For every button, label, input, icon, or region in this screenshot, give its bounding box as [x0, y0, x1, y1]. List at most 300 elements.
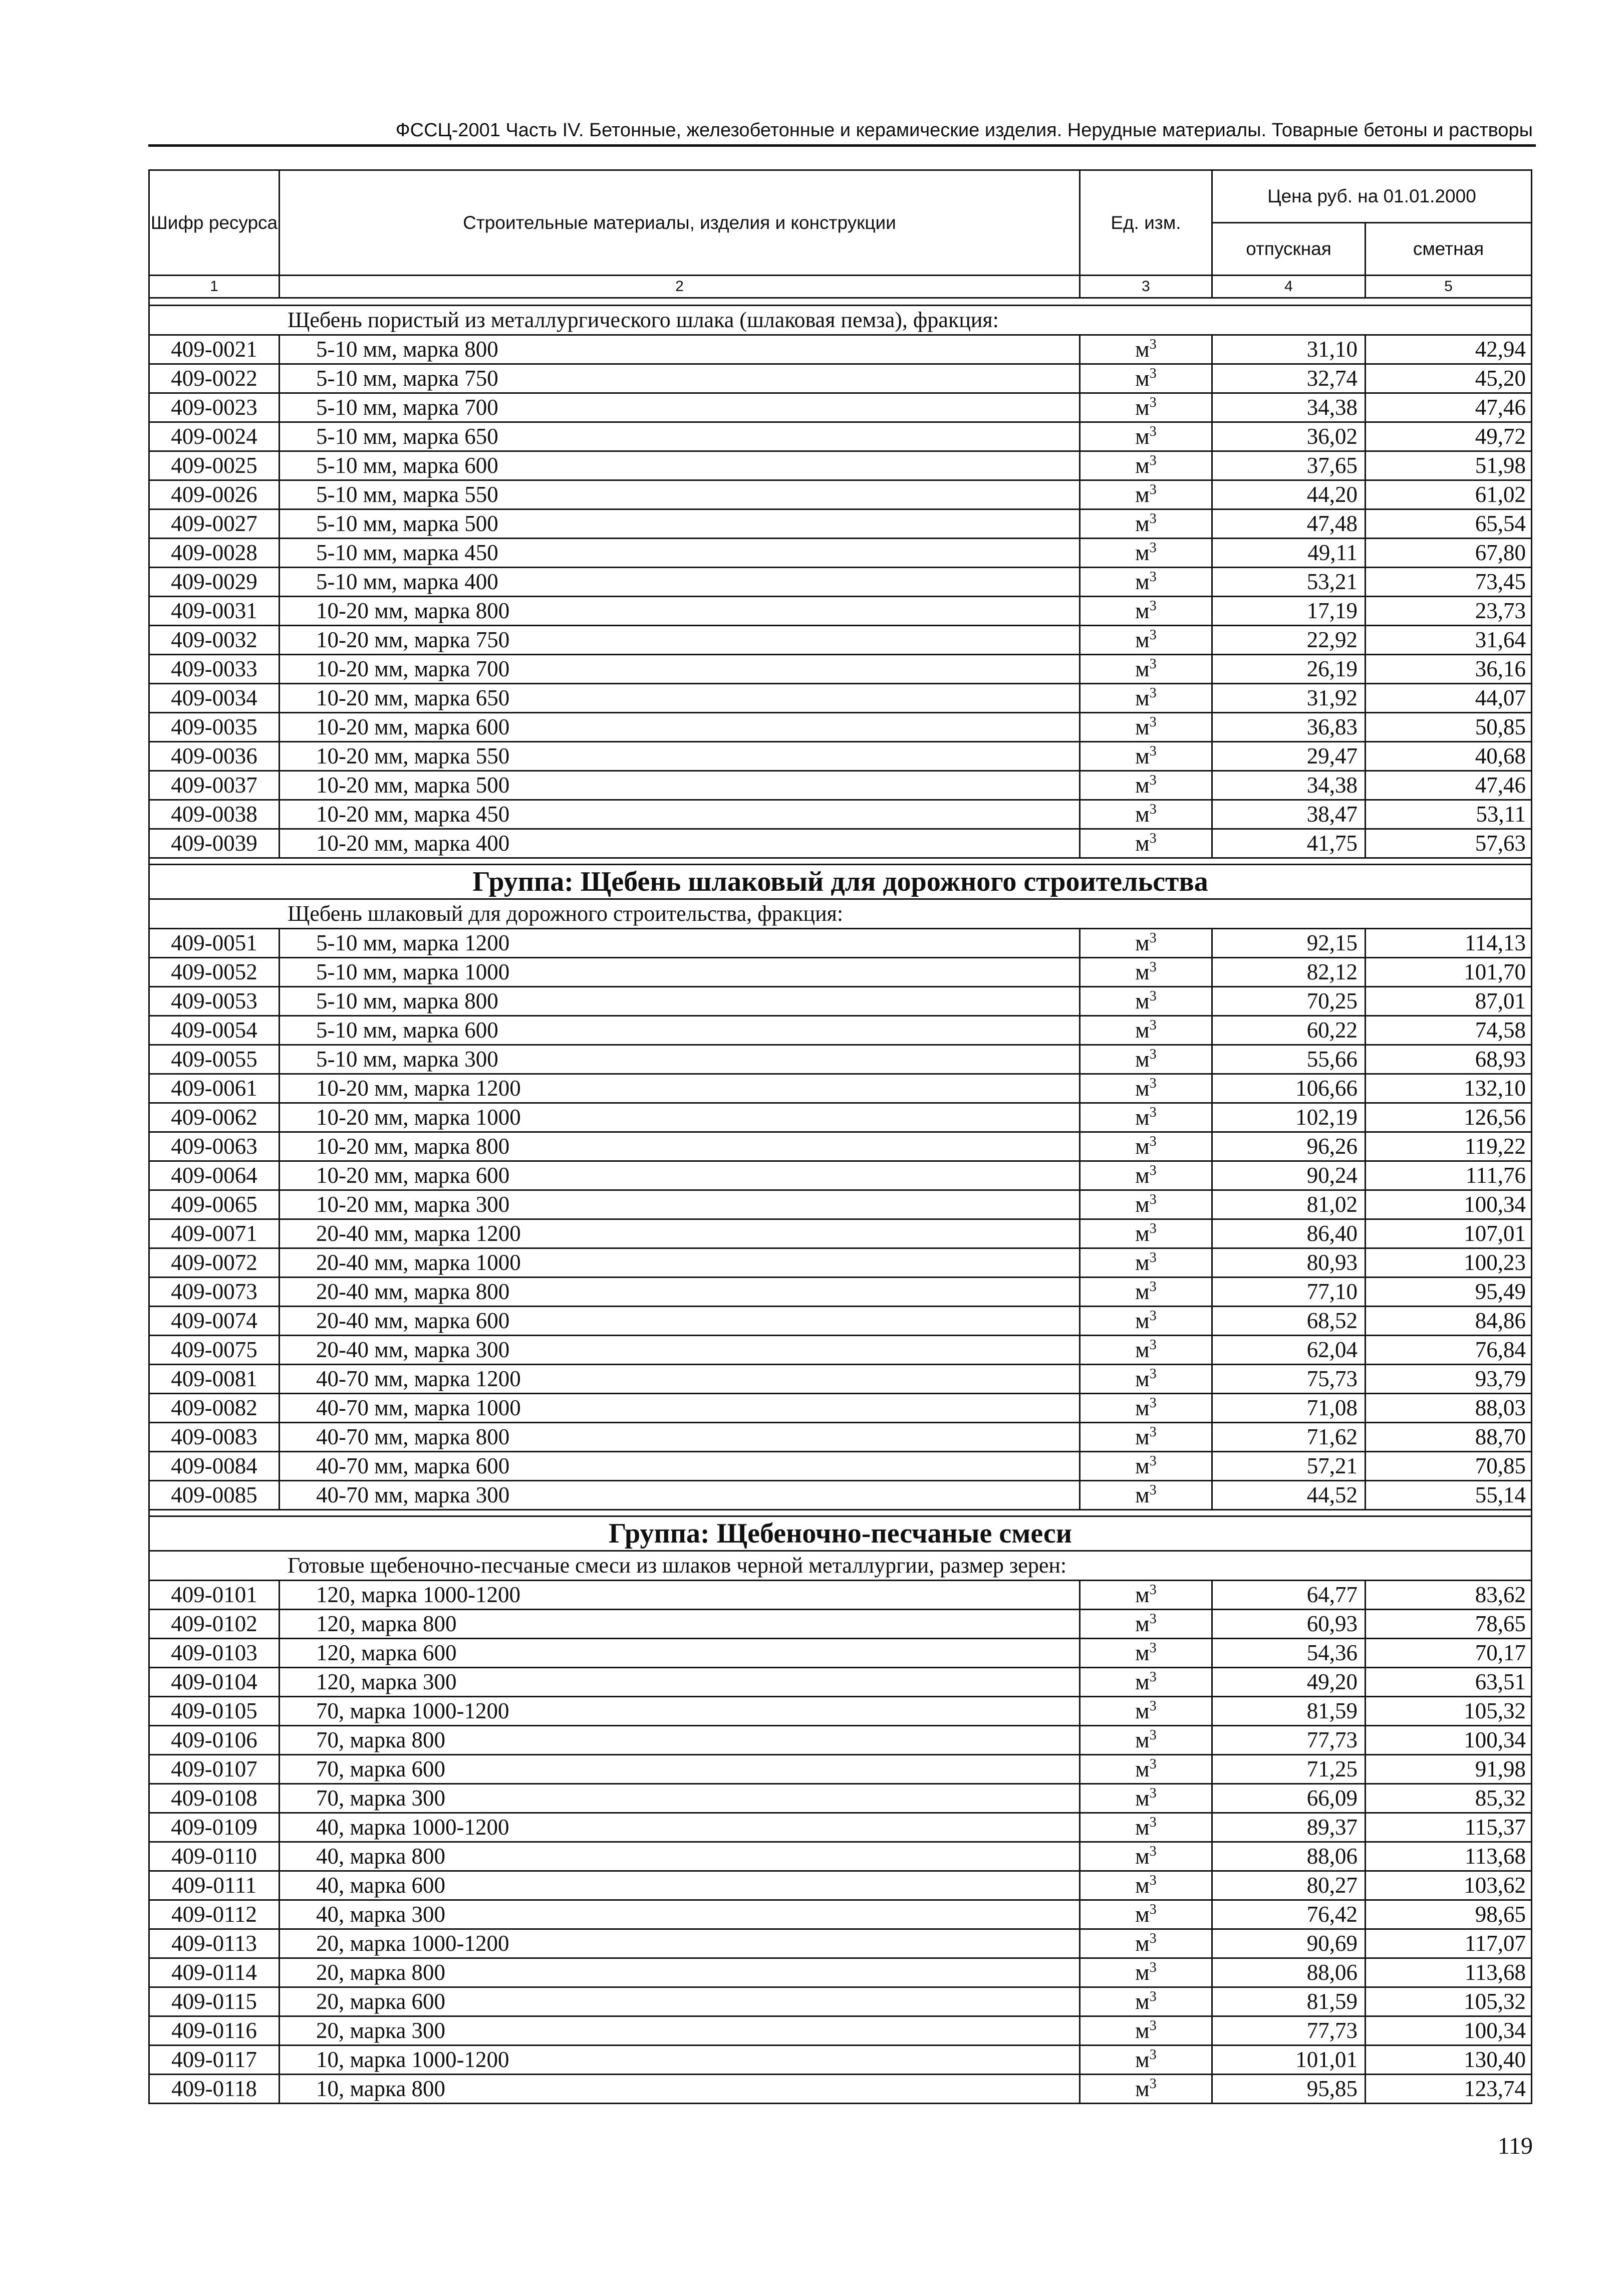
release-price: 77,10 [1306, 1279, 1358, 1304]
release-price-cell [1212, 1103, 1366, 1132]
material-name-cell [280, 1394, 1080, 1423]
resource-code-cell [149, 1423, 280, 1452]
estimate-price-cell [1366, 510, 1532, 539]
resource-code-cell [149, 1365, 280, 1394]
unit-cell [1080, 1248, 1212, 1278]
unit: м [1135, 1395, 1150, 1420]
material-name: 10-20 мм, марка 500 [316, 773, 510, 798]
release-price: 66,09 [1306, 1786, 1358, 1811]
material-name-cell [280, 1190, 1080, 1219]
estimate-price: 67,80 [1475, 540, 1526, 565]
release-price: 95,85 [1306, 2076, 1358, 2101]
unit: м [1135, 1756, 1150, 1781]
release-price: 71,62 [1306, 1424, 1358, 1449]
material-name-cell [280, 568, 1080, 597]
unit-cell [1080, 684, 1212, 713]
unit: м [1135, 1105, 1150, 1130]
unit-exponent: 3 [1149, 424, 1157, 439]
table-body [149, 298, 1532, 2104]
estimate-price: 98,65 [1475, 1902, 1526, 1927]
estimate-price: 95,49 [1475, 1279, 1526, 1304]
resource-code: 409-0027 [171, 511, 257, 536]
table-row [149, 1639, 1532, 1668]
table-row [149, 1248, 1532, 1278]
release-price-cell [1212, 987, 1366, 1016]
unit-exponent: 3 [1149, 1669, 1157, 1685]
unit-exponent: 3 [1149, 1192, 1157, 1207]
estimate-price-cell [1366, 1697, 1532, 1726]
release-price-cell [1212, 1365, 1366, 1394]
section-spacer [149, 1510, 1532, 1516]
estimate-price: 53,11 [1476, 802, 1526, 827]
unit: м [1135, 1582, 1150, 1607]
release-price-cell [1212, 713, 1366, 742]
unit-cell [1080, 335, 1212, 364]
estimate-price: 63,51 [1475, 1669, 1526, 1694]
material-name-cell [280, 480, 1080, 510]
unit: м [1135, 1134, 1150, 1159]
release-price-cell [1212, 1394, 1366, 1423]
release-price-cell [1212, 800, 1366, 829]
unit-exponent: 3 [1149, 1395, 1157, 1411]
unit-exponent: 3 [1149, 1047, 1157, 1062]
estimate-price: 70,85 [1475, 1453, 1526, 1478]
resource-code: 409-0115 [171, 1989, 257, 2014]
material-name-cell [280, 1248, 1080, 1278]
unit: м [1135, 1017, 1150, 1043]
header-rule [148, 144, 1536, 147]
estimate-price: 88,70 [1475, 1424, 1526, 1449]
resource-code: 409-0107 [171, 1756, 257, 1781]
estimate-price: 47,46 [1475, 773, 1526, 798]
resource-code-cell [149, 1278, 280, 1307]
estimate-price: 113,68 [1464, 1844, 1526, 1869]
resource-code-cell [149, 1958, 280, 1987]
release-price-cell [1212, 1219, 1366, 1248]
table-row [149, 1394, 1532, 1423]
release-price: 106,66 [1295, 1076, 1358, 1101]
estimate-price-cell [1366, 1639, 1532, 1668]
release-price: 34,38 [1306, 773, 1358, 798]
resource-code-cell [149, 1581, 280, 1610]
release-price-cell [1212, 1958, 1366, 1987]
material-name-cell [280, 2075, 1080, 2104]
unit-cell [1080, 1016, 1212, 1045]
unit: м [1135, 540, 1150, 565]
unit-cell [1080, 1423, 1212, 1452]
unit: м [1135, 1669, 1150, 1694]
unit-exponent: 3 [1149, 1076, 1157, 1091]
unit-cell [1080, 539, 1212, 568]
resource-code: 409-0081 [171, 1366, 257, 1391]
release-price-cell [1212, 742, 1366, 771]
table-row [149, 568, 1532, 597]
unit: м [1135, 1727, 1150, 1752]
unit: м [1135, 1250, 1150, 1275]
header-spacer-cell [149, 298, 1532, 306]
material-name: 10-20 мм, марка 1200 [316, 1076, 521, 1101]
release-price-cell [1212, 539, 1366, 568]
resource-code-cell [149, 713, 280, 742]
table-row [149, 1929, 1532, 1958]
unit-exponent: 3 [1149, 685, 1157, 701]
table-row [149, 451, 1532, 480]
estimate-price: 105,32 [1464, 1989, 1526, 2014]
resource-code-cell [149, 1161, 280, 1190]
page-number: 119 [1497, 2133, 1533, 2159]
resource-code-cell [149, 1987, 280, 2016]
release-price-cell [1212, 1813, 1366, 1842]
resource-code-cell [149, 597, 280, 626]
resource-code-cell [149, 1610, 280, 1639]
estimate-price: 42,94 [1475, 337, 1526, 362]
resource-code: 409-0105 [171, 1698, 257, 1723]
column-number: 1 [149, 276, 280, 298]
table-row [149, 2046, 1532, 2075]
unit: м [1135, 930, 1150, 955]
estimate-price-cell [1366, 655, 1532, 684]
table-row [149, 958, 1532, 987]
table-row [149, 1871, 1532, 1900]
unit: м [1135, 627, 1150, 652]
release-price: 54,36 [1306, 1640, 1358, 1665]
release-price-cell [1212, 568, 1366, 597]
unit-exponent: 3 [1149, 988, 1157, 1004]
material-name-cell [280, 1842, 1080, 1871]
resource-code: 409-0103 [171, 1640, 257, 1665]
estimate-price: 74,58 [1475, 1017, 1526, 1043]
group-heading: Группа: Щебень шлаковый для дорожного строительства [149, 865, 1532, 899]
estimate-price-cell [1366, 597, 1532, 626]
unit: м [1135, 1279, 1150, 1304]
resource-code: 409-0053 [171, 988, 257, 1013]
table-row [149, 1726, 1532, 1755]
table-row [149, 655, 1532, 684]
resource-code: 409-0031 [171, 598, 257, 623]
unit: м [1135, 1815, 1150, 1840]
estimate-price-cell [1366, 684, 1532, 713]
unit: м [1135, 1640, 1150, 1665]
release-price: 17,19 [1306, 598, 1358, 623]
unit-cell [1080, 1639, 1212, 1668]
release-price-cell [1212, 1248, 1366, 1278]
material-name: 40, марка 1000-1200 [316, 1815, 509, 1840]
unit-exponent: 3 [1149, 714, 1157, 730]
material-name-cell [280, 1929, 1080, 1958]
material-name-cell [280, 393, 1080, 422]
resource-code: 409-0111 [171, 1873, 257, 1898]
estimate-price: 111,76 [1465, 1163, 1526, 1188]
resource-code-cell [149, 2046, 280, 2075]
material-name: 5-10 мм, марка 400 [316, 569, 498, 594]
unit: м [1135, 1337, 1150, 1362]
estimate-price: 88,03 [1475, 1395, 1526, 1420]
release-price-cell [1212, 1987, 1366, 2016]
unit: м [1135, 1453, 1150, 1478]
resource-code: 409-0108 [171, 1786, 257, 1811]
unit: м [1135, 1931, 1150, 1956]
estimate-price-cell [1366, 1481, 1532, 1510]
resource-code: 409-0116 [171, 2018, 257, 2043]
release-price: 71,25 [1306, 1756, 1358, 1781]
column-header-price-group: Цена руб. на 01.01.2000 [1212, 170, 1532, 223]
table-row [149, 510, 1532, 539]
estimate-price: 51,98 [1475, 453, 1526, 478]
resource-code: 409-0026 [171, 482, 257, 507]
estimate-price-cell [1366, 1784, 1532, 1813]
estimate-price-cell [1366, 742, 1532, 771]
table-row [149, 829, 1532, 858]
estimate-price: 100,23 [1464, 1250, 1526, 1275]
resource-code: 409-0062 [171, 1105, 257, 1130]
material-name-cell [280, 451, 1080, 480]
running-header: ФССЦ-2001 Часть IV. Бетонные, железобетонные и керамические изделия. Нерудные материалы. Товарные бетоны и растворы [395, 120, 1533, 141]
estimate-price-cell [1366, 568, 1532, 597]
resource-code: 409-0036 [171, 743, 257, 769]
group-heading-row [149, 865, 1532, 899]
material-name-cell [280, 1581, 1080, 1610]
unit-cell [1080, 1668, 1212, 1697]
material-name: 20-40 мм, марка 600 [316, 1308, 510, 1333]
estimate-price-cell [1366, 1278, 1532, 1307]
resource-code-cell [149, 684, 280, 713]
unit-cell [1080, 1219, 1212, 1248]
estimate-price: 50,85 [1475, 714, 1526, 739]
material-name: 40-70 мм, марка 1200 [316, 1366, 521, 1391]
table-row [149, 1336, 1532, 1365]
resource-code-cell [149, 1929, 280, 1958]
table-row [149, 987, 1532, 1016]
price-table [148, 169, 1532, 2104]
group-heading: Группа: Щебеночно-песчаные смеси [149, 1516, 1532, 1551]
unit-exponent: 3 [1149, 1582, 1157, 1598]
unit-cell [1080, 480, 1212, 510]
release-price-cell [1212, 1755, 1366, 1784]
estimate-price-cell [1366, 1452, 1532, 1481]
resource-code-cell [149, 2075, 280, 2104]
release-price: 60,93 [1306, 1611, 1358, 1636]
unit-exponent: 3 [1149, 1640, 1157, 1656]
estimate-price: 87,01 [1475, 988, 1526, 1013]
unit-exponent: 3 [1149, 773, 1157, 788]
material-name-cell [280, 1423, 1080, 1452]
group-heading-row [149, 1516, 1532, 1551]
unit-exponent: 3 [1149, 1611, 1157, 1627]
release-price-cell [1212, 1190, 1366, 1219]
resource-code: 409-0037 [171, 773, 257, 798]
table-row [149, 1697, 1532, 1726]
unit-cell [1080, 510, 1212, 539]
table-row [149, 539, 1532, 568]
estimate-price: 36,16 [1475, 656, 1526, 681]
table-row [149, 742, 1532, 771]
unit: м [1135, 424, 1150, 449]
unit-exponent: 3 [1149, 366, 1157, 381]
material-name-cell [280, 1871, 1080, 1900]
release-price: 53,21 [1306, 569, 1358, 594]
unit-cell [1080, 568, 1212, 597]
header-spacer [149, 298, 1532, 306]
release-price-cell [1212, 1929, 1366, 1958]
release-price: 31,92 [1306, 685, 1358, 710]
estimate-price: 100,34 [1464, 2018, 1526, 2043]
unit-exponent: 3 [1149, 831, 1157, 846]
unit-cell [1080, 1190, 1212, 1219]
unit-cell [1080, 929, 1212, 958]
estimate-price-cell [1366, 2075, 1532, 2104]
material-name-cell [280, 1219, 1080, 1248]
unit-exponent: 3 [1149, 1931, 1157, 1946]
material-name-cell [280, 335, 1080, 364]
table-row [149, 1016, 1532, 1045]
unit-exponent: 3 [1149, 1453, 1157, 1469]
material-name: 5-10 мм, марка 500 [316, 511, 498, 536]
resource-code-cell [149, 1755, 280, 1784]
release-price: 86,40 [1306, 1221, 1358, 1246]
table-row [149, 335, 1532, 364]
release-price-cell [1212, 1610, 1366, 1639]
unit-cell [1080, 626, 1212, 655]
table-row [149, 1842, 1532, 1871]
resource-code-cell [149, 626, 280, 655]
unit: м [1135, 1482, 1150, 1507]
unit-exponent: 3 [1149, 959, 1157, 975]
material-name-cell [280, 958, 1080, 987]
estimate-price-cell [1366, 480, 1532, 510]
resource-code: 409-0051 [171, 930, 257, 955]
material-name: 40-70 мм, марка 800 [316, 1424, 510, 1449]
resource-code: 409-0023 [171, 395, 257, 420]
resource-code: 409-0021 [171, 337, 257, 362]
resource-code: 409-0074 [171, 1308, 257, 1333]
material-name: 5-10 мм, марка 1200 [316, 930, 510, 955]
material-name: 10-20 мм, марка 650 [316, 685, 510, 710]
material-name: 10-20 мм, марка 300 [316, 1192, 510, 1217]
material-name: 20-40 мм, марка 1200 [316, 1221, 521, 1246]
material-name-cell [280, 771, 1080, 800]
unit-exponent: 3 [1149, 511, 1157, 527]
material-name: 5-10 мм, марка 800 [316, 337, 498, 362]
material-name-cell [280, 1481, 1080, 1510]
release-price: 89,37 [1306, 1815, 1358, 1840]
resource-code-cell [149, 1219, 280, 1248]
release-price: 71,08 [1306, 1395, 1358, 1420]
unit: м [1135, 988, 1150, 1013]
resource-code: 409-0085 [171, 1482, 257, 1507]
estimate-price: 91,98 [1475, 1756, 1526, 1781]
material-name: 20-40 мм, марка 800 [316, 1279, 510, 1304]
resource-code-cell [149, 539, 280, 568]
material-name-cell [280, 684, 1080, 713]
material-name-cell [280, 1365, 1080, 1394]
resource-code: 409-0029 [171, 569, 257, 594]
estimate-price-cell [1366, 1842, 1532, 1871]
estimate-price-cell [1366, 422, 1532, 451]
unit-exponent: 3 [1149, 2076, 1157, 2092]
release-price: 68,52 [1306, 1308, 1358, 1333]
material-name: 40-70 мм, марка 600 [316, 1453, 510, 1478]
material-name: 10-20 мм, марка 400 [316, 831, 510, 856]
release-price-cell [1212, 958, 1366, 987]
material-name: 120, марка 600 [316, 1640, 457, 1665]
release-price: 44,52 [1306, 1482, 1358, 1507]
unit-cell [1080, 364, 1212, 393]
release-price-cell [1212, 1016, 1366, 1045]
unit-exponent: 3 [1149, 1786, 1157, 1801]
estimate-price: 107,01 [1464, 1221, 1526, 1246]
column-number: 3 [1080, 276, 1212, 298]
material-name: 10-20 мм, марка 800 [316, 1134, 510, 1159]
unit: м [1135, 1047, 1150, 1072]
unit-exponent: 3 [1149, 1134, 1157, 1149]
unit: м [1135, 1192, 1150, 1217]
resource-code: 409-0064 [171, 1163, 257, 1188]
unit-exponent: 3 [1149, 1366, 1157, 1382]
table-row [149, 1307, 1532, 1336]
release-price: 75,73 [1306, 1366, 1358, 1391]
section-spacer [149, 858, 1532, 865]
table-row [149, 1074, 1532, 1103]
material-name: 20-40 мм, марка 300 [316, 1337, 510, 1362]
release-price: 81,59 [1306, 1989, 1358, 2014]
release-price: 102,19 [1295, 1105, 1358, 1130]
material-name: 5-10 мм, марка 450 [316, 540, 498, 565]
estimate-price-cell [1366, 1581, 1532, 1610]
release-price-cell [1212, 1697, 1366, 1726]
release-price: 62,04 [1306, 1337, 1358, 1362]
material-name: 5-10 мм, марка 1000 [316, 959, 510, 984]
unit-cell [1080, 1726, 1212, 1755]
column-header-code: Шифр ресурса [149, 170, 280, 276]
material-name-cell [280, 1045, 1080, 1074]
estimate-price: 93,79 [1475, 1366, 1526, 1391]
estimate-price: 101,70 [1464, 959, 1526, 984]
unit: м [1135, 1873, 1150, 1898]
release-price-cell [1212, 1452, 1366, 1481]
unit-cell [1080, 1900, 1212, 1929]
unit-exponent: 3 [1149, 1482, 1157, 1498]
resource-code-cell [149, 1639, 280, 1668]
resource-code-cell [149, 335, 280, 364]
unit-cell [1080, 1871, 1212, 1900]
resource-code: 409-0112 [171, 1902, 257, 1927]
material-name: 20-40 мм, марка 1000 [316, 1250, 521, 1275]
unit-exponent: 3 [1149, 1960, 1157, 1975]
estimate-price: 117,07 [1464, 1931, 1526, 1956]
release-price-cell [1212, 364, 1366, 393]
release-price: 32,74 [1306, 366, 1358, 391]
release-price: 47,48 [1306, 511, 1358, 536]
unit-cell [1080, 1365, 1212, 1394]
resource-code: 409-0065 [171, 1192, 257, 1217]
release-price-cell [1212, 2016, 1366, 2046]
unit-cell [1080, 1581, 1212, 1610]
material-name-cell [280, 1987, 1080, 2016]
table-row [149, 480, 1532, 510]
resource-code: 409-0063 [171, 1134, 257, 1159]
release-price: 90,24 [1306, 1163, 1358, 1188]
material-name: 40-70 мм, марка 300 [316, 1482, 510, 1507]
estimate-price-cell [1366, 1336, 1532, 1365]
estimate-price-cell [1366, 1871, 1532, 1900]
estimate-price: 100,34 [1464, 1727, 1526, 1752]
unit-cell [1080, 2046, 1212, 2075]
unit: м [1135, 569, 1150, 594]
resource-code-cell [149, 929, 280, 958]
unit-cell [1080, 742, 1212, 771]
resource-code: 409-0032 [171, 627, 257, 652]
column-number: 4 [1212, 276, 1366, 298]
